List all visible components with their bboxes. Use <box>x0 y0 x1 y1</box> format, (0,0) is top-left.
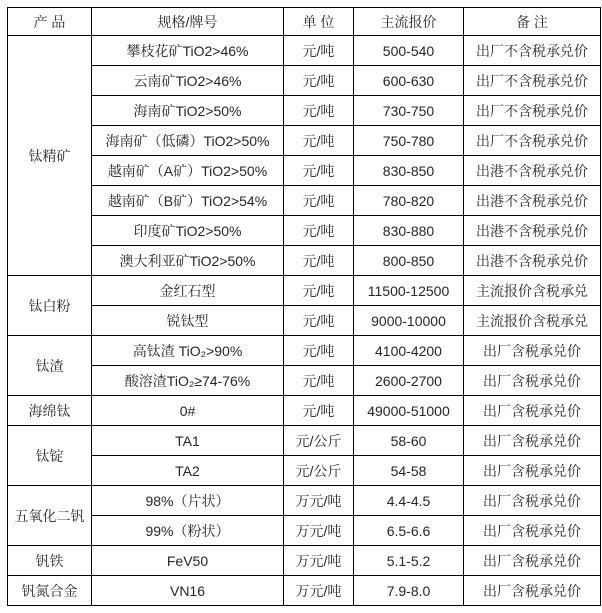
spec-cell: 澳大利亚矿TiO2>50% <box>92 246 284 276</box>
table-row <box>8 366 601 396</box>
spec-cell: FeV50 <box>92 546 284 576</box>
table-row <box>8 36 601 66</box>
unit-cell: 元/吨 <box>284 336 354 366</box>
unit-cell: 元/吨 <box>284 66 354 96</box>
table-row <box>8 96 601 126</box>
spec-cell: 99%（粉状） <box>92 516 284 546</box>
price-cell: 11500-12500 <box>354 276 464 306</box>
note-cell: 出厂含税承兑价 <box>464 486 601 516</box>
price-cell: 4.4-4.5 <box>354 486 464 516</box>
price-cell: 750-780 <box>354 126 464 156</box>
table-row <box>8 456 601 486</box>
price-cell: 49000-51000 <box>354 396 464 426</box>
unit-cell: 元/吨 <box>284 96 354 126</box>
spec-cell: 云南矿TiO2>46% <box>92 66 284 96</box>
unit-cell: 元/吨 <box>284 216 354 246</box>
price-cell: 830-880 <box>354 216 464 246</box>
unit-cell: 元/吨 <box>284 126 354 156</box>
note-cell: 出港不含税承兑价 <box>464 216 601 246</box>
product-cell: 钛白粉 <box>8 276 92 336</box>
unit-cell: 元/公斤 <box>284 456 354 486</box>
price-cell: 500-540 <box>354 36 464 66</box>
unit-cell: 万元/吨 <box>284 516 354 546</box>
price-table <box>7 7 601 606</box>
table-row <box>8 276 601 306</box>
note-cell: 出厂不含税承兑价 <box>464 66 601 96</box>
note-cell: 出厂含税承兑价 <box>464 456 601 486</box>
table-row <box>8 516 601 546</box>
unit-cell: 元/吨 <box>284 246 354 276</box>
table-row <box>8 216 601 246</box>
note-cell: 出厂不含税承兑价 <box>464 96 601 126</box>
table-row <box>8 426 601 456</box>
unit-cell: 元/吨 <box>284 396 354 426</box>
table-row <box>8 336 601 366</box>
note-cell: 出厂含税承兑价 <box>464 426 601 456</box>
table-row <box>8 126 601 156</box>
header-price: 主流报价 <box>354 8 464 36</box>
table-row <box>8 306 601 336</box>
unit-cell: 元/公斤 <box>284 426 354 456</box>
note-cell: 出厂含税承兑价 <box>464 336 601 366</box>
table-row <box>8 246 601 276</box>
table-row <box>8 156 601 186</box>
product-cell: 钛精矿 <box>8 36 92 276</box>
note-cell: 出港不含税承兑价 <box>464 156 601 186</box>
unit-cell: 万元/吨 <box>284 546 354 576</box>
unit-cell: 万元/吨 <box>284 486 354 516</box>
header-spec: 规格/牌号 <box>92 8 284 36</box>
spec-cell: 海南矿TiO2>50% <box>92 96 284 126</box>
spec-cell: 锐钛型 <box>92 306 284 336</box>
unit-cell: 元/吨 <box>284 276 354 306</box>
price-cell: 830-850 <box>354 156 464 186</box>
note-cell: 出厂含税承兑价 <box>464 366 601 396</box>
unit-cell: 元/吨 <box>284 186 354 216</box>
table-row <box>8 486 601 516</box>
table-row <box>8 396 601 426</box>
price-cell: 54-58 <box>354 456 464 486</box>
note-cell: 出厂不含税承兑价 <box>464 126 601 156</box>
spec-cell: 高钛渣 TiO₂>90% <box>92 336 284 366</box>
note-cell: 主流报价含税承兑 <box>464 306 601 336</box>
spec-cell: VN16 <box>92 576 284 606</box>
note-cell: 出厂不含税承兑价 <box>464 36 601 66</box>
unit-cell: 元/吨 <box>284 156 354 186</box>
product-cell: 海绵钛 <box>8 396 92 426</box>
product-cell: 钒氮合金 <box>8 576 92 606</box>
product-cell: 钛渣 <box>8 336 92 396</box>
note-cell: 出厂含税承兑价 <box>464 546 601 576</box>
unit-cell: 元/吨 <box>284 366 354 396</box>
header-product: 产 品 <box>8 8 92 36</box>
spec-cell: TA2 <box>92 456 284 486</box>
header-unit: 单 位 <box>284 8 354 36</box>
price-cell: 780-820 <box>354 186 464 216</box>
spec-cell: 印度矿TiO2>50% <box>92 216 284 246</box>
spec-cell: 海南矿（低磷）TiO2>50% <box>92 126 284 156</box>
note-cell: 出港不含税承兑价 <box>464 186 601 216</box>
spec-cell: 酸溶渣TiO₂≥74-76% <box>92 366 284 396</box>
spec-cell: 攀枝花矿TiO2>46% <box>92 36 284 66</box>
table-row <box>8 546 601 576</box>
price-cell: 800-850 <box>354 246 464 276</box>
price-cell: 6.5-6.6 <box>354 516 464 546</box>
table-row <box>8 66 601 96</box>
header-note: 备 注 <box>464 8 601 36</box>
price-cell: 5.1-5.2 <box>354 546 464 576</box>
note-cell: 出港不含税承兑价 <box>464 246 601 276</box>
unit-cell: 元/吨 <box>284 36 354 66</box>
spec-cell: 98%（片状） <box>92 486 284 516</box>
price-cell: 7.9-8.0 <box>354 576 464 606</box>
price-cell: 2600-2700 <box>354 366 464 396</box>
price-cell: 4100-4200 <box>354 336 464 366</box>
spec-cell: 越南矿（A矿）TiO2>50% <box>92 156 284 186</box>
price-cell: 58-60 <box>354 426 464 456</box>
unit-cell: 元/吨 <box>284 306 354 336</box>
note-cell: 出厂含税承兑价 <box>464 396 601 426</box>
product-cell: 五氧化二钒 <box>8 486 92 546</box>
note-cell: 出厂含税承兑价 <box>464 576 601 606</box>
price-cell: 730-750 <box>354 96 464 126</box>
spec-cell: TA1 <box>92 426 284 456</box>
header-row <box>8 8 601 36</box>
spec-cell: 越南矿（B矿）TiO2>54% <box>92 186 284 216</box>
note-cell: 出厂含税承兑价 <box>464 516 601 546</box>
product-cell: 钒铁 <box>8 546 92 576</box>
unit-cell: 万元/吨 <box>284 576 354 606</box>
note-cell: 主流报价含税承兑 <box>464 276 601 306</box>
table-row <box>8 186 601 216</box>
spec-cell: 金红石型 <box>92 276 284 306</box>
spec-cell: 0# <box>92 396 284 426</box>
table-row <box>8 576 601 606</box>
price-cell: 9000-10000 <box>354 306 464 336</box>
price-cell: 600-630 <box>354 66 464 96</box>
product-cell: 钛锭 <box>8 426 92 486</box>
